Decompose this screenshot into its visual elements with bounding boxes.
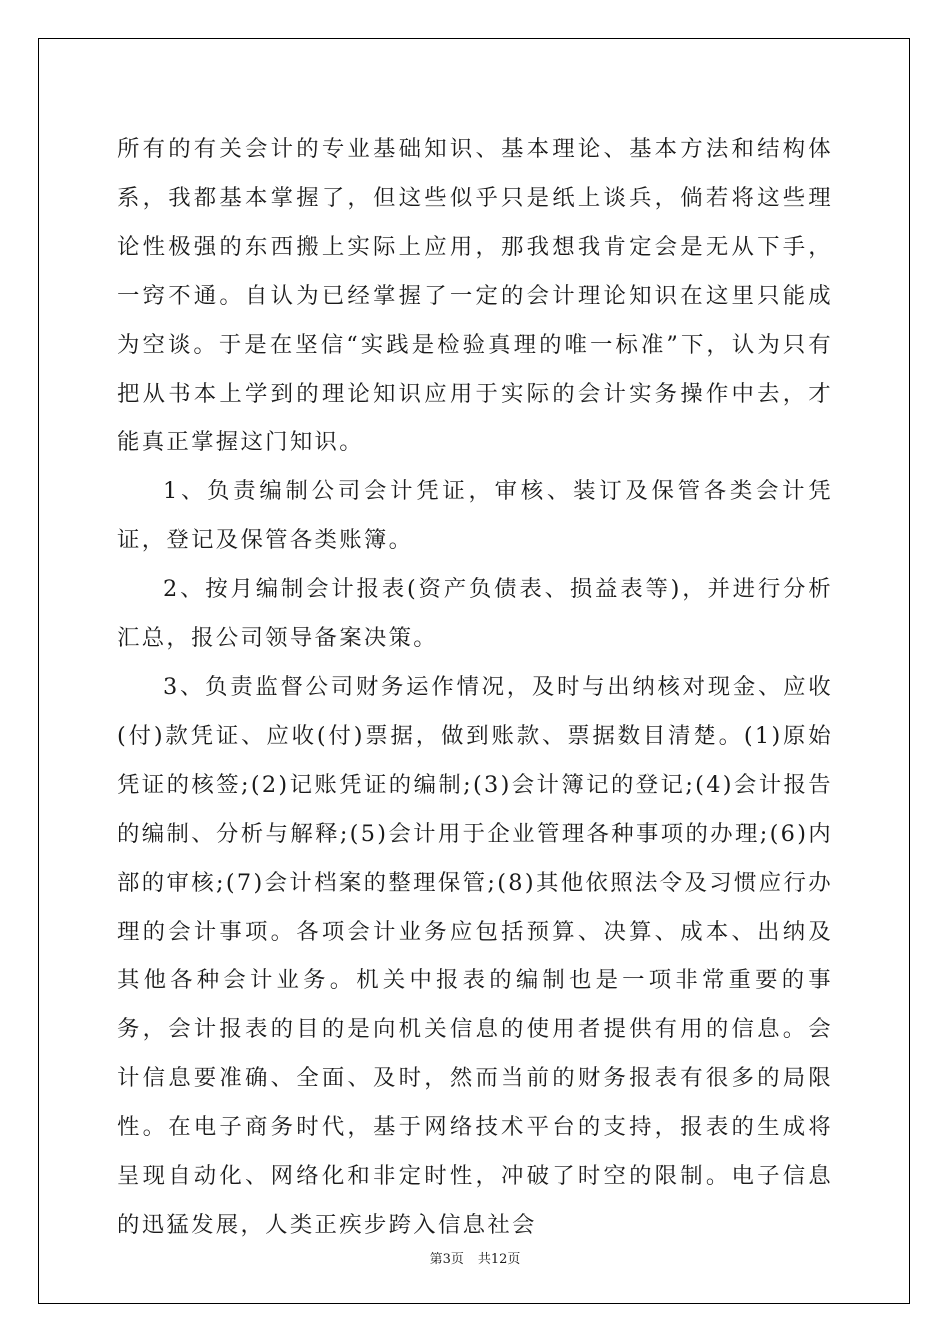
page-footer (0, 1248, 950, 1267)
page-number: 第3页 (429, 1252, 464, 1267)
page-total: 共12页 (477, 1252, 521, 1267)
paragraph-intro: 所有的有关会计的专业基础知识、基本理论、基本方法和结构体系，我都基本掌握了，但这些似乎只是纸上谈兵，倘若将这些理论性极强的东西搬上实际上应用，那我想我肯定会是无从下手，一窍不通。自认为已经掌握了一定的会计理论知识在这里只能成为空谈。于是在坚信“实践是检验真理的唯一标准”下，认为只有把从书本上学到的理论知识应用于实际的会计实务操作中去，才能真正掌握这门知识。 (117, 136, 833, 456)
paragraph-duty-2: 2、按月编制会计报表(资产负债表、损益表等)，并进行分析汇总，报公司领导备案决策。 (117, 576, 833, 652)
document-body (117, 125, 833, 1250)
paragraph-duty-1: 1、负责编制公司会计凭证，审核、装订及保管各类会计凭证，登记及保管各类账簿。 (117, 478, 833, 554)
paragraph-duty-3: 3、负责监督公司财务运作情况，及时与出纳核对现金、应收(付)款凭证、应收(付)票据，做到账款、票据数目清楚。(1)原始凭证的核签;(2)记账凭证的编制;(3)会计簿记的登记;(4)会计报告的编制、分析与解释;(5)会计用于企业管理各种事项的办理;(6)内部的审核;(7)会计档案的整理保管;(8)其他依照法令及习惯应行办理的会计事项。各项会计业务应包括预算、决算、成本、出纳及其他各种会计业务。机关中报表的编制也是一项非常重要的事务，会计报表的目的是向机关信息的使用者提供有用的信息。会计信息要准确、全面、及时，然而当前的财务报表有很多的局限性。在电子商务时代，基于网络技术平台的支持，报表的生成将呈现自动化、网络化和非定时性，冲破了时空的限制。电子信息的迅猛发展，人类正疾步跨入信息社会 (117, 673, 833, 1238)
